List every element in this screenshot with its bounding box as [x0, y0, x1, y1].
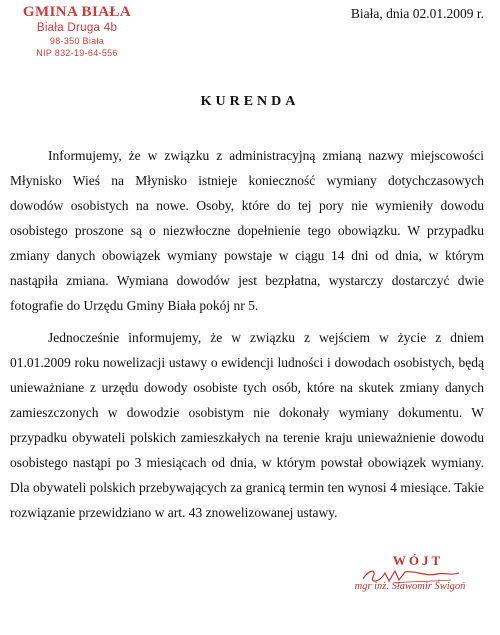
signature-role: WÓJT — [392, 553, 444, 568]
date-line: Biała, dnia 02.01.2009 r. — [350, 6, 484, 21]
stamp-postal: 98-350 Biała — [49, 36, 105, 46]
signer-name: mgr inż. Sławomir Świgoń — [354, 581, 466, 592]
document-body — [10, 143, 484, 532]
signature-block — [330, 553, 490, 593]
stamp-name: GMINA BIAŁA — [22, 4, 132, 20]
paragraph-2: Jednocześnie informujemy, że w związku z wejściem w życie z dniem 01.01.2009 roku nowelizacji ustawy o ewidencji ludności i dowodach osobistych, będą unieważniane z urzędu dowody osobiste tych osób, które na skutek zmiany danych zamieszczonych w dowodzie osobistym nie dokonały wymiany dokumentu. W przypadku obywateli polskich zamieszkałych na terenie kraju unieważnienie dowodu osobistego nastąpi po 3 miesiącach od dnia, w którym powstał obowiązek wymiany. Dla obywateli polskich przebywających za granicą termin ten wynosi 4 miesiące. Takie rozwiązanie przewidziano w art. 43 znowelizowanej ustawy. — [10, 330, 484, 520]
stamp-street: Biała Druga 4b — [36, 22, 118, 34]
stamp-nip: NIP 832-19-64-556 — [36, 48, 118, 58]
paragraph-1: Informujemy, że w związku z administracyjną zmianą nazwy miejscowości Młynisko Wieś na Młynisko istnieje konieczność wymiany dotychczasowych dowodów osobistych na nowe. Osoby, które do tej pory nie wymieniły dowodu osobistego proszone są o niezwłoczne dopełnienie tego obowiązku. W przypadku zmiany danych obowiązek wymiany powstaje w ciągu 14 dni od dnia, w którym nastąpiła zmiana. Wymiana dowodów jest bezpłatna, wystarczy dostarczyć dwie fotografie do Urzędu Gminy Biała pokój nr 5. — [10, 148, 484, 313]
office-stamp — [2, 4, 152, 59]
document-title: KURENDA — [200, 94, 300, 109]
